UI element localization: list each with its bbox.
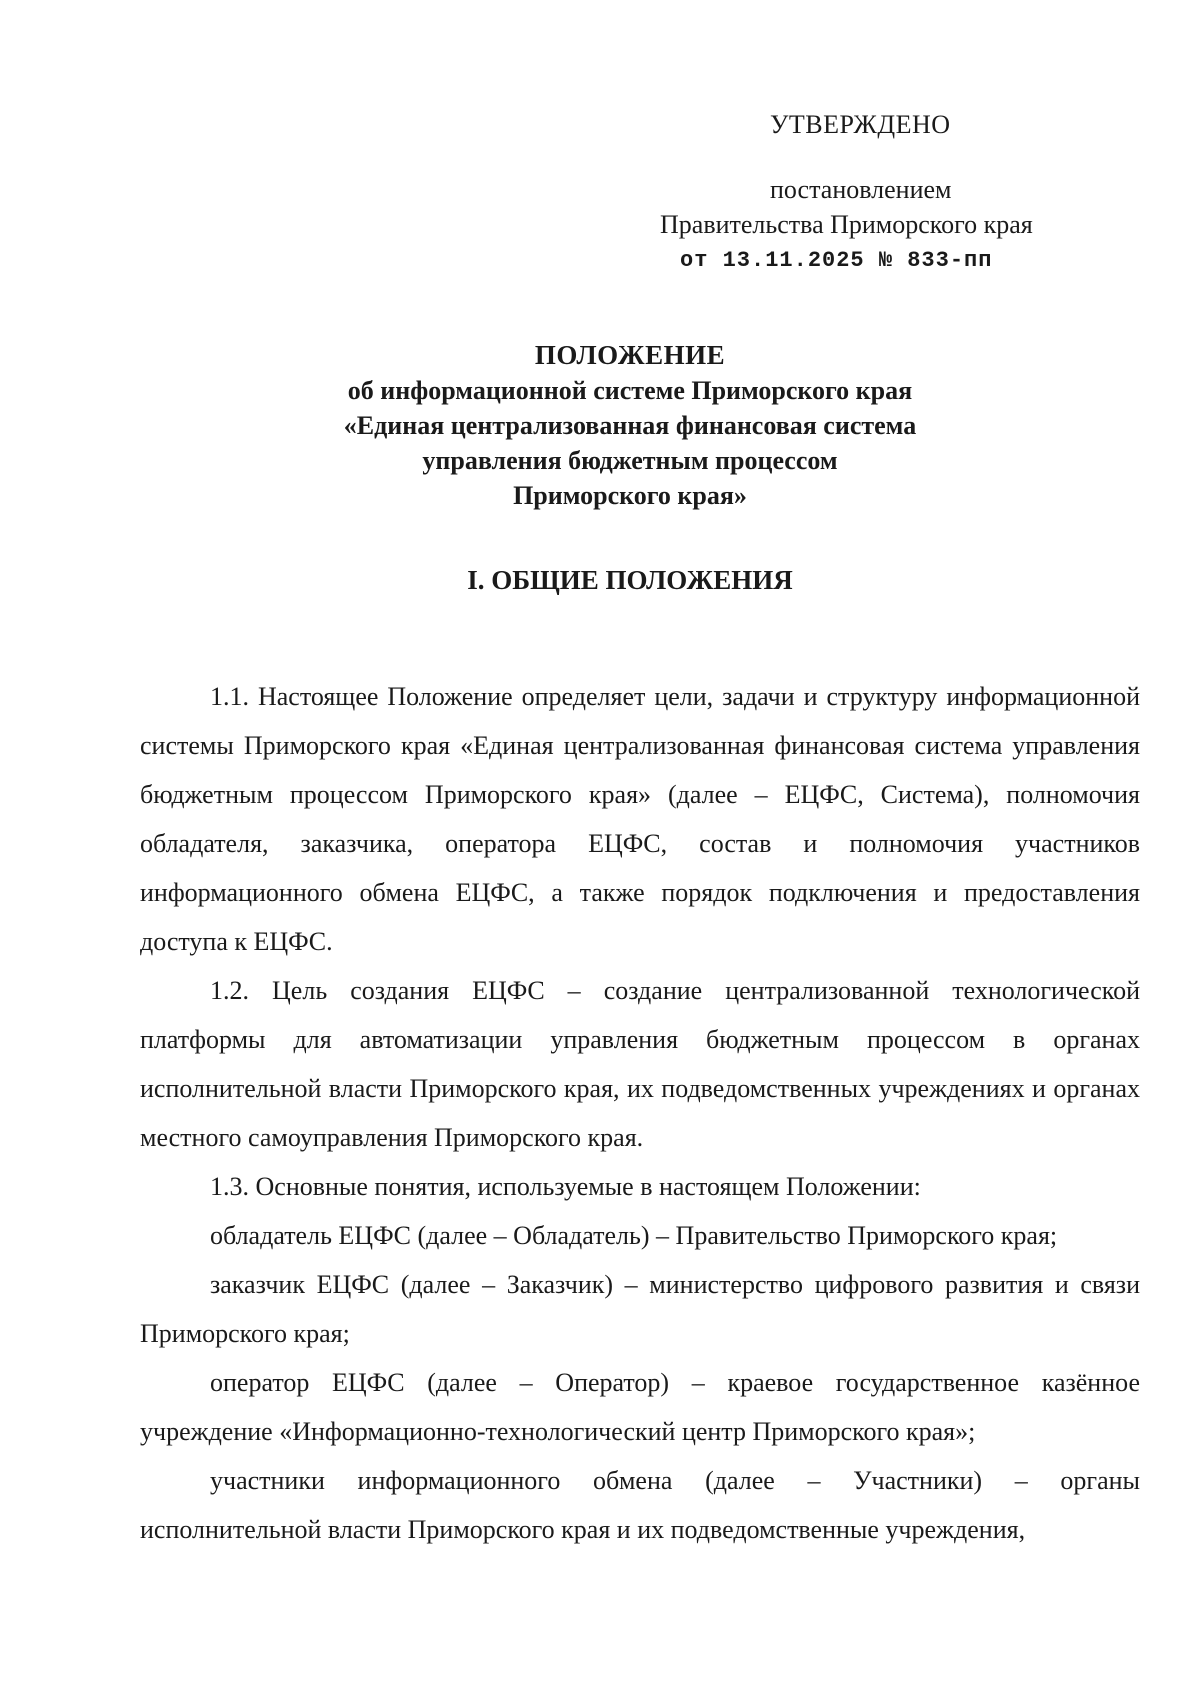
definition-operator: оператор ЕЦФС (далее – Оператор) – краевое государственное казённое учреждение «Информационно-технологический центр Приморского края»; bbox=[140, 1368, 1140, 1446]
definition-owner: обладатель ЕЦФС (далее – Обладатель) – Правительство Приморского края; bbox=[210, 1221, 1058, 1250]
title-line-3: управления бюджетным процессом bbox=[422, 446, 838, 475]
definition-participants: участники информационного обмена (далее – Участники) – органы исполнительной власти Приморского края и их подведомственные учреждения, bbox=[140, 1466, 1140, 1544]
title-line-2: «Единая централизованная финансовая система bbox=[343, 411, 917, 440]
paragraph-1-1: 1.1. Настоящее Положение определяет цели, задачи и структуру информационной системы Приморского края «Единая централизованная финансовая система управления бюджетным процессом Приморского края» (далее – ЕЦФС, Система), полномочия обладателя, заказчика, оператора ЕЦФС, состав и полномочия участников информационного обмена ЕЦФС, а также порядок подключения и предоставления доступа к ЕЦФС. bbox=[140, 682, 1140, 956]
approval-line-resolution: постановлением bbox=[770, 175, 952, 204]
title-line-1: об информационной системе Приморского края bbox=[347, 376, 913, 405]
approval-heading: УТВЕРЖДЕНО bbox=[770, 110, 951, 139]
section-heading: I. ОБЩИЕ ПОЛОЖЕНИЯ bbox=[467, 565, 793, 595]
definition-customer: заказчик ЕЦФС (далее – Заказчик) – министерство цифрового развития и связи Приморского края; bbox=[140, 1270, 1140, 1348]
paragraph-1-2: 1.2. Цель создания ЕЦФС – создание централизованной технологической платформы для автоматизации управления бюджетным процессом в органах исполнительной власти Приморского края, их подведомственных учреждениях и органах местного самоуправления Приморского края. bbox=[140, 976, 1140, 1152]
approval-line-government: Правительства Приморского края bbox=[660, 210, 1033, 239]
document-body bbox=[140, 672, 1140, 1554]
title-main: ПОЛОЖЕНИЕ bbox=[534, 340, 726, 370]
approval-line-date-number: от 13.11.2025 № 833-пп bbox=[680, 248, 993, 273]
paragraph-1-3: 1.3. Основные понятия, используемые в настоящем Положении: bbox=[210, 1172, 921, 1201]
document-title bbox=[180, 338, 1080, 513]
title-line-4: Приморского края» bbox=[513, 481, 747, 510]
